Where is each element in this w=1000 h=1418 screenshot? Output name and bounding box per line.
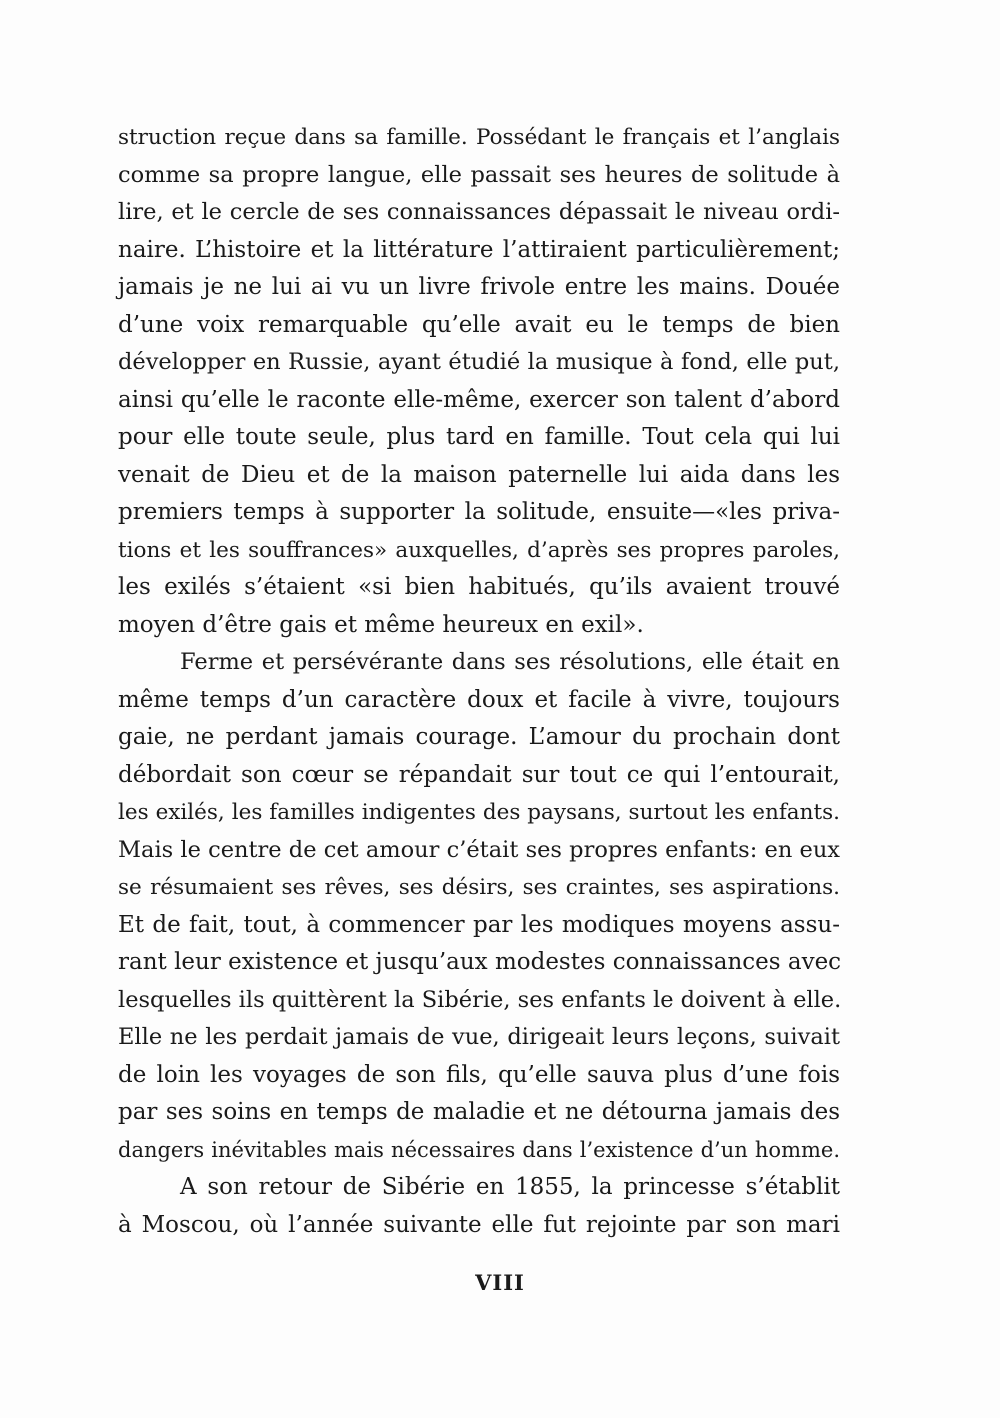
text-line: à Moscou, où l’année suivante elle fut rejointe par son mari xyxy=(118,1211,840,1238)
text-line: ainsi qu’elle le raconte elle-même, exercer son talent d’abord xyxy=(118,386,840,413)
text-line: Mais le centre de cet amour c’était ses propres enfants: en eux xyxy=(118,836,840,863)
text-line: venait de Dieu et de la maison paternelle lui aida dans les xyxy=(118,461,840,488)
text-line: pour elle toute seule, plus tard en famille. Tout cela qui lui xyxy=(118,424,840,450)
text-line: rant leur existence et jusqu’aux modestes connaissances avec xyxy=(118,949,842,975)
text-line: premiers temps à supporter la solitude, ensuite—«les priva- xyxy=(118,499,840,525)
text-line: naire. L’histoire et la littérature l’attiraient particulièrement; xyxy=(118,236,840,263)
paragraph-3 xyxy=(118,1169,840,1244)
text-line: se résumaient ses rêves, ses désirs, ses craintes, ses aspirations. xyxy=(118,875,840,900)
text-line: les exilés, les familles indigentes des paysans, surtout les enfants. xyxy=(118,800,840,825)
text-line: Et de fait, tout, à commencer par les modiques moyens assu- xyxy=(118,911,840,938)
text-line: lire, et le cercle de ses connaissances dépassait le niveau ordi- xyxy=(118,199,840,225)
text-line: débordait son cœur se répandait sur tout ce qui l’entourait, xyxy=(118,761,840,788)
text-line: Ferme et persévérante dans ses résolutions, elle était en xyxy=(180,649,840,675)
text-line: développer en Russie, ayant étudié la musique à fond, elle put, xyxy=(118,349,840,375)
text-line: les exilés s’étaient «si bien habitués, qu’ils avaient trouvé xyxy=(118,574,840,600)
text-line: Elle ne les perdait jamais de vue, dirigeait leurs leçons, suivait xyxy=(118,1024,840,1050)
body-text xyxy=(118,119,840,1244)
text-line: même temps d’un caractère doux et facile à vivre, toujours xyxy=(118,686,840,713)
text-line: gaie, ne perdant jamais courage. L’amour du prochain dont xyxy=(118,724,840,750)
text-line: struction reçue dans sa famille. Possédant le français et l’anglais xyxy=(118,125,840,150)
text-line: par ses soins en temps de maladie et ne détourna jamais des xyxy=(118,1099,840,1125)
text-line: lesquelles ils quittèrent la Sibérie, ses enfants le doivent à elle. xyxy=(118,986,842,1013)
page-number: VIII xyxy=(475,1270,525,1295)
paragraph-1 xyxy=(118,119,840,644)
text-line: A son retour de Sibérie en 1855, la princesse s’établit xyxy=(180,1174,840,1200)
text-line: dangers inévitables mais nécessaires dans l’existence d’un homme. xyxy=(118,1137,840,1162)
text-line: moyen d’être gais et même heureux en exil». xyxy=(118,611,644,638)
text-line: tions et les souffrances» auxquelles, d’après ses propres paroles, xyxy=(118,537,840,563)
text-line: comme sa propre langue, elle passait ses heures de solitude à xyxy=(118,161,840,188)
text-line: d’une voix remarquable qu’elle avait eu le temps de bien xyxy=(118,311,840,338)
text-line: de loin les voyages de son fils, qu’elle sauva plus d’une fois xyxy=(118,1061,840,1088)
paragraph-2 xyxy=(118,644,840,1169)
text-line: jamais je ne lui ai vu un livre frivole entre les mains. Douée xyxy=(118,274,840,300)
